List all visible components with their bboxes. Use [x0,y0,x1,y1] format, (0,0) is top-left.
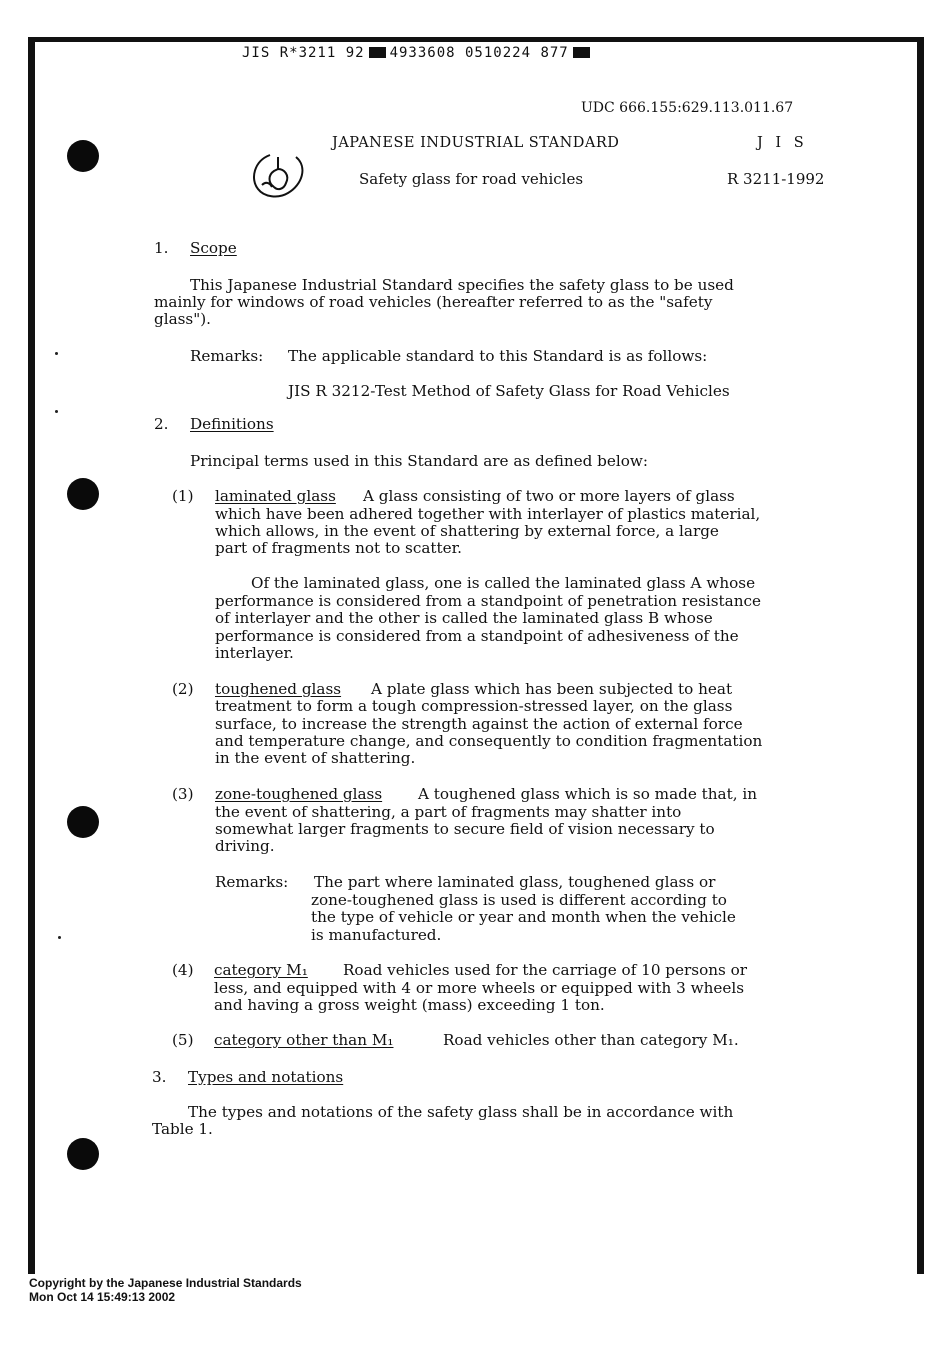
definition-text: and temperature change, and consequently to condition fragmentation [215,732,763,750]
definition-text: treatment to form a tough compression-stressed layer, on the glass [215,697,733,715]
jis-label: J I S [757,135,808,151]
section-number: 1. [154,239,169,257]
copyright-notice: Copyright by the Japanese Industrial Standards [29,1276,302,1290]
section-heading-scope: Scope [190,239,237,257]
punch-hole [67,140,99,172]
scan-speck [58,936,61,939]
definition-text: A plate glass which has been subjected to heat [371,680,733,698]
document-subtitle: Safety glass for road vehicles [359,170,584,188]
reference-standard: JIS R 3212-Test Method of Safety Glass for Road Vehicles [288,382,730,400]
standard-number: R 3211-1992 [727,170,825,188]
definition-number: (5) [172,1031,194,1049]
definition-text: in the event of shattering. [215,749,416,767]
paragraph-line: performance is considered from a standpoint of adhesiveness of the [215,627,739,645]
paragraph-line: of interlayer and the other is called the laminated glass B whose [215,609,713,627]
section-heading-definitions: Definitions [190,415,274,433]
definition-term: laminated glass [215,487,336,505]
definition-number: (4) [172,961,194,979]
paragraph-line: Principal terms used in this Standard are as defined below: [190,452,648,470]
scan-speck [55,410,58,413]
definition-term: category M₁ [214,961,308,979]
definition-number: (3) [172,785,194,803]
paragraph-line: interlayer. [215,644,294,662]
definition-number: (2) [172,680,194,698]
section-number: 3. [152,1068,167,1086]
udc-code: UDC 666.155:629.113.011.67 [581,100,794,116]
definition-text: the event of shattering, a part of fragments may shatter into [215,803,682,821]
remarks-label: Remarks: [190,347,264,365]
definition-text: somewhat larger fragments to secure field of vision necessary to [215,820,715,838]
document-barcode-line: JIS R*3211 92 4933608 0510224 877 [242,45,594,61]
definition-text: which allows, in the event of shattering by external force, a large [215,522,719,540]
paragraph-line: performance is considered from a standpoint of penetration resistance [215,592,761,610]
definition-term: category other than M₁ [214,1031,394,1049]
paragraph-line: Table 1. [152,1120,213,1138]
definition-text: A toughened glass which is so made that, in [418,785,758,803]
definition-text: A glass consisting of two or more layers of glass [363,487,735,505]
definition-text: Road vehicles used for the carriage of 10 persons or [343,961,748,979]
punch-hole [67,478,99,510]
page-border-right [917,37,924,1274]
remarks-text: the type of vehicle or year and month when the vehicle [311,908,736,926]
paragraph-line: Of the laminated glass, one is called the laminated glass A whose [251,574,756,592]
page-border-left [28,37,35,1274]
definition-text: and having a gross weight (mass) exceeding 1 ton. [214,996,605,1014]
definition-term: zone-toughened glass [215,785,383,803]
definition-text: Road vehicles other than category M₁. [443,1031,739,1049]
jis-logo-icon [248,145,310,205]
paragraph-line: The types and notations of the safety glass shall be in accordance with [188,1103,734,1121]
print-timestamp: Mon Oct 14 15:49:13 2002 [29,1290,176,1304]
remarks-text: The applicable standard to this Standard is as follows: [288,347,708,365]
paragraph-line: This Japanese Industrial Standard specifies the safety glass to be used [190,276,734,294]
definition-text: less, and equipped with 4 or more wheels or equipped with 3 wheels [214,979,744,997]
remarks-label: Remarks: [215,873,289,891]
definition-term: toughened glass [215,680,342,698]
section-number: 2. [154,415,169,433]
definition-number: (1) [172,487,194,505]
scan-speck [55,352,58,355]
paragraph-line: glass"). [154,310,211,328]
remarks-text: is manufactured. [311,926,442,944]
definition-text: surface, to increase the strength against the action of external force [215,715,743,733]
remarks-text: zone-toughened glass is used is different according to [311,891,727,909]
section-heading-types: Types and notations [188,1068,344,1086]
paragraph-line: mainly for windows of road vehicles (hereafter referred to as the "safety [154,293,713,311]
punch-hole [67,1138,99,1170]
definition-text: driving. [215,837,275,855]
page-border-top [28,37,924,42]
punch-hole [67,806,99,838]
document-title: JAPANESE INDUSTRIAL STANDARD [332,135,620,151]
definition-text: which have been adhered together with interlayer of plastics material, [215,505,761,523]
definition-text: part of fragments not to scatter. [215,539,463,557]
remarks-text: The part where laminated glass, toughened glass or [314,873,716,891]
